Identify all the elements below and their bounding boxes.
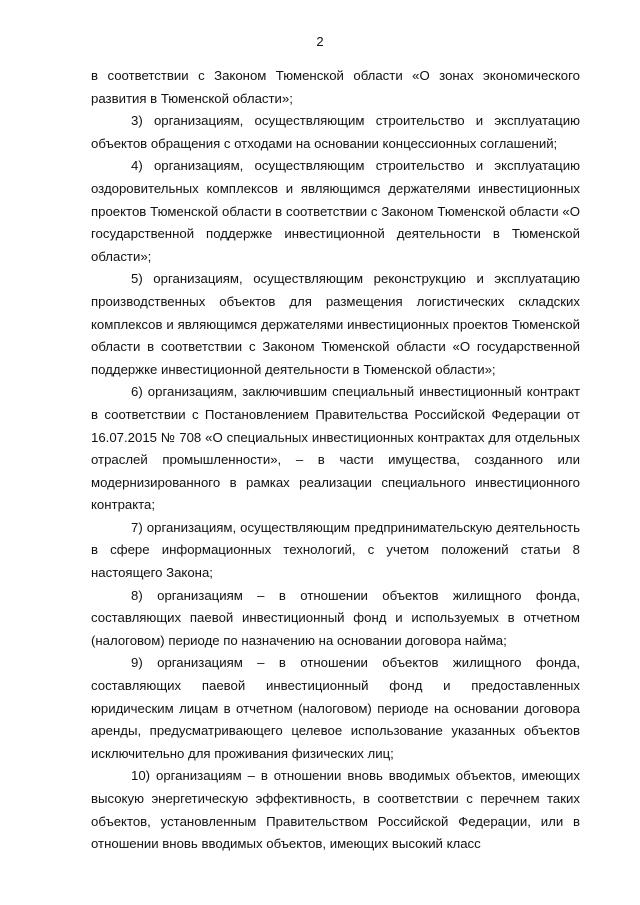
paragraph-item-8: 8) организациям – в отношении объектов жилищного фонда, составляющих паевой инвестиционный фонд и используемых в отчетном (налоговом) периоде по назначению на основании договора найма;	[91, 587, 580, 648]
paragraph-continuation: в соответствии с Законом Тюменской области «О зонах экономического развития в Тюменской области»;	[91, 68, 580, 106]
paragraph-item-10: 10) организациям – в отношении вновь вводимых объектов, имеющих высокую энергетическую эффективность, в соответствии с перечнем таких объектов, установленным Правительством Российской Федерации, или в отношении вновь вводимых объектов, имеющих высокий класс	[91, 768, 580, 852]
page-number: 2	[316, 34, 324, 49]
paragraph-item-6: 6) организациям, заключившим специальный инвестиционный контракт в соответствии с Постановлением Правительства Российской Федерации от 16.07.2015 № 708 «О специальных инвестиционных контрактах для отдельных отраслей промышленности», – в части имущества, созданного или модернизированного в рамках реализации специального инвестиционного контракта;	[91, 384, 580, 513]
paragraph-item-4: 4) организациям, осуществляющим строительство и эксплуатацию оздоровительных комплексов и являющимся держателями инвестиционных проектов Тюменской области в соответствии с Законом Тюменской области «О государственной поддержке инвестиционной деятельности в Тюменской области»;	[91, 158, 580, 264]
paragraph-item-7: 7) организациям, осуществляющим предпринимательскую деятельность в сфере информационных технологий, с учетом положений статьи 8 настоящего Закона;	[91, 519, 580, 581]
document-body	[91, 65, 580, 856]
paragraph-item-9: 9) организациям – в отношении объектов жилищного фонда, составляющих паевой инвестиционный фонд и предоставленных юридическим лицам в отчетном (налоговом) периоде на основании договора аренды, предусматривающего целевое использование указанных объектов исключительно для проживания физических лиц;	[91, 655, 580, 761]
paragraph-item-3: 3) организациям, осуществляющим строительство и эксплуатацию объектов обращения с отходами на основании концессионных соглашений;	[91, 113, 580, 151]
paragraph-item-5: 5) организациям, осуществляющим реконструкцию и эксплуатацию производственных объектов для размещения логистических складских комплексов и являющимся держателями инвестиционных проектов Тюменской области в соответствии с Законом Тюменской области «О государственной поддержке инвестиционной деятельности в Тюменской области»;	[91, 271, 580, 377]
